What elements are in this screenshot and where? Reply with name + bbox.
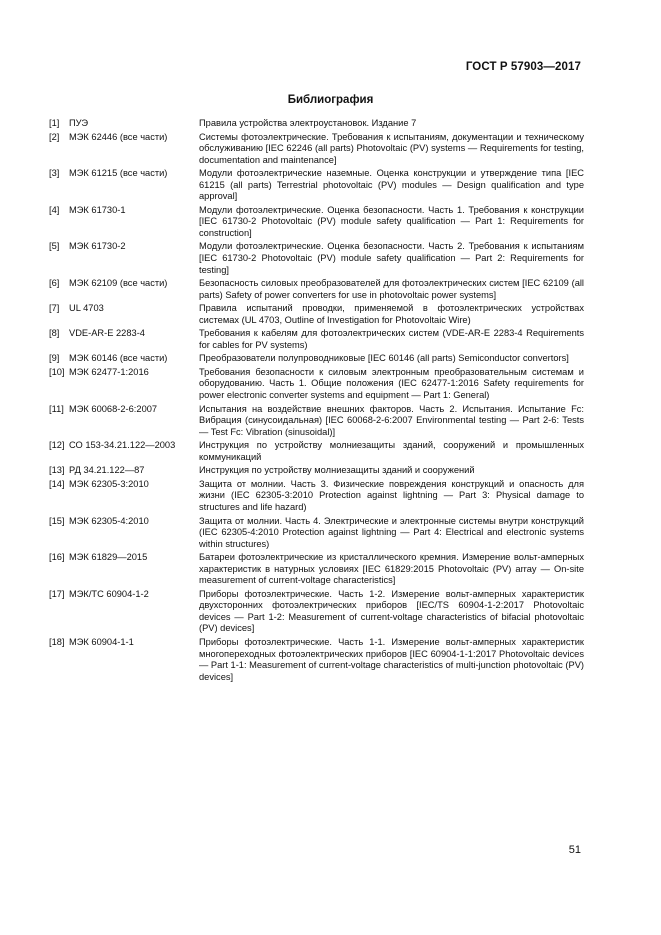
entry-description: Приборы фотоэлектрические. Часть 1-2. Измерение вольт-амперных характеристик двухсторонних фотоэлектрических приборов [IEC/TS 60904-1-2:2017 Photovoltaic devices — Part 1-2: Measurement of current-voltage characteristics of bifacial photovoltaic (PV) devices] xyxy=(199,588,584,634)
entry-number: [2] xyxy=(49,131,60,142)
entry-document-code: МЭК 62305-3:2010 xyxy=(69,478,149,489)
bibliography-entry xyxy=(49,328,584,351)
standard-code: ГОСТ Р 57903—2017 xyxy=(465,61,581,73)
entry-description: Требования к кабелям для фотоэлектрических систем (VDE-AR-E 2283-4 Requirements for cables for PV systems) xyxy=(199,328,584,350)
page-title: Библиография xyxy=(287,94,374,106)
entry-description: Защита от молнии. Часть 4. Электрические и электронные системы внутри конструкций (IEC 62305-4:2010 Protection against lightning — Part 4: Electrical and electronic systems within structures) xyxy=(199,515,584,549)
bibliography-entry xyxy=(49,118,584,130)
entry-document-code: МЭК 60068-2-6:2007 xyxy=(69,403,158,414)
entry-document-code: МЭК 61829—2015 xyxy=(69,552,148,563)
bibliography-entry xyxy=(49,589,584,635)
bibliography-entry xyxy=(49,516,584,551)
entry-description: Испытания на воздействие внешних факторов. Часть 2. Испытания. Испытание Fc: Вибрация (синусоидальная) [IEC 60068-2-6:2007 Environmental testing — Part 2-6: Tests — Test Fc: Vibration (sinusoidal)] xyxy=(199,403,584,437)
entry-description: Требования безопасности к силовым электронным преобразовательным системам и оборудованию. Часть 1. Общие положения (IEC 62477-1:2016 Safety requirements for power electronic converter systems and equipment — Part 1: General) xyxy=(199,366,584,401)
entry-number: [15] xyxy=(49,515,65,526)
entry-document-code: МЭК 61215 (все части) xyxy=(69,168,168,179)
entry-number: [1] xyxy=(49,118,60,128)
entry-document-code: МЭК 62446 (все части) xyxy=(69,131,168,142)
entry-number: [8] xyxy=(49,328,60,339)
entry-number: [5] xyxy=(49,241,60,252)
entry-document-code: МЭК 62477-1:2016 xyxy=(69,366,149,377)
entry-number: [7] xyxy=(49,303,60,314)
entry-description: Батареи фотоэлектрические из кристаллического кремния. Измерение вольт-амперных характеристик в натурных условиях [IEC 61829:2015 Photovoltaic (PV) array — On-site measurement of current-voltage characteristics] xyxy=(199,552,584,586)
entry-description: Правила испытаний проводки, применяемой в фотоэлектрических устройствах системах (UL 4703, Outline of Investigation for Photovoltaic Wire) xyxy=(199,303,584,325)
entry-description: Системы фотоэлектрические. Требования к испытаниям, документации и техническому обслуживанию [IEC 62246 (all parts) Photovoltaic (PV) systems — Requirements for testing, documentation and maintenance] xyxy=(199,131,584,165)
entry-number: [3] xyxy=(49,168,60,179)
bibliography-entry xyxy=(49,353,584,365)
bibliography-entry xyxy=(49,132,584,167)
entry-document-code: МЭК 61730-1 xyxy=(69,204,126,215)
entry-description: Безопасность силовых преобразователей для фотоэлектрических систем [IEC 62109 (all parts) Safety of power converters for use in photovoltaic power systems] xyxy=(199,278,584,300)
bibliography-entry xyxy=(49,552,584,587)
entry-number: [17] xyxy=(49,588,65,599)
entry-document-code: МЭК 62305-4:2010 xyxy=(69,515,149,526)
entry-description: Модули фотоэлектрические. Оценка безопасности. Часть 2. Требования к испытаниям [IEC 61730-2 Photovoltaic (PV) module safety qualification — Part 2: Requirements for testing] xyxy=(199,241,584,275)
entry-number: [16] xyxy=(49,552,65,563)
bibliography-entry xyxy=(49,205,584,240)
entry-document-code: МЭК 60904-1-1 xyxy=(69,636,134,647)
entry-document-code: МЭК 60146 (все части) xyxy=(69,353,168,364)
page-number: 51 xyxy=(568,844,581,856)
entry-document-code: МЭК/ТС 60904-1-2 xyxy=(69,588,149,599)
entry-number: [6] xyxy=(49,278,60,289)
entry-document-code: МЭК 62109 (все части) xyxy=(69,278,168,289)
entry-number: [9] xyxy=(49,353,60,364)
entry-description: Правила устройства электроустановок. Издание 7 xyxy=(199,118,417,128)
entry-description: Приборы фотоэлектрические. Часть 1-1. Измерение вольт-амперных характеристик многопереходных фотоэлектрических приборов [IEC 60904-1-1:2017 Photovoltaic devices — Part 1-1: Measurement of current-voltage characteristics of multi-junction photovoltaic (PV) devices] xyxy=(199,636,584,682)
entry-description: Инструкция по устройству молниезащиты зданий, сооружений и промышленных коммуникаций xyxy=(199,440,584,462)
entry-document-code: МЭК 61730-2 xyxy=(69,241,126,252)
bibliography-entry xyxy=(49,303,584,326)
bibliography-entry xyxy=(49,637,584,683)
bibliography-entry xyxy=(49,479,584,514)
bibliography-entry xyxy=(49,465,584,477)
bibliography-entry xyxy=(49,168,584,203)
entry-number: [10] xyxy=(49,366,65,377)
entry-description: Инструкция по устройству молниезащиты зданий и сооружений xyxy=(199,465,475,476)
bibliography-entry xyxy=(49,440,584,463)
entry-document-code: UL 4703 xyxy=(69,303,104,314)
entry-description: Модули фотоэлектрические. Оценка безопасности. Часть 1. Требования к конструкции [IEC 61730-2 Photovoltaic (PV) module safety qualification — Part 1: Requirements for construction] xyxy=(199,204,584,238)
entry-document-code: ПУЭ xyxy=(69,118,89,128)
entry-document-code: СО 153-34.21.122—2003 xyxy=(69,440,176,451)
entry-number: [12] xyxy=(49,440,65,451)
entry-document-code: РД 34.21.122—87 xyxy=(69,465,145,476)
entry-description: Модули фотоэлектрические наземные. Оценка конструкции и утверждение типа [IEC 61215 (all parts) Terrestrial photovoltaic (PV) modules — Design qualification and type approval] xyxy=(199,168,584,202)
entry-document-code: VDE-AR-E 2283-4 xyxy=(69,328,145,339)
bibliography-list xyxy=(49,118,584,685)
bibliography-entry xyxy=(49,278,584,301)
entry-number: [4] xyxy=(49,204,60,215)
entry-number: [18] xyxy=(49,636,65,647)
bibliography-entry xyxy=(49,367,584,402)
entry-description: Защита от молнии. Часть 3. Физические повреждения конструкций и опасность для жизни (IEC 62305-3:2010 Protection against lightning — Part 3: Physical damage to structures and life hazard) xyxy=(199,478,584,512)
entry-number: [13] xyxy=(49,465,65,476)
entry-description: Преобразователи полупроводниковые [IEC 60146 (all parts) Semiconductor convertors] xyxy=(199,353,569,364)
bibliography-entry xyxy=(49,404,584,439)
bibliography-entry xyxy=(49,241,584,276)
entry-number: [14] xyxy=(49,478,65,489)
entry-number: [11] xyxy=(49,403,64,414)
